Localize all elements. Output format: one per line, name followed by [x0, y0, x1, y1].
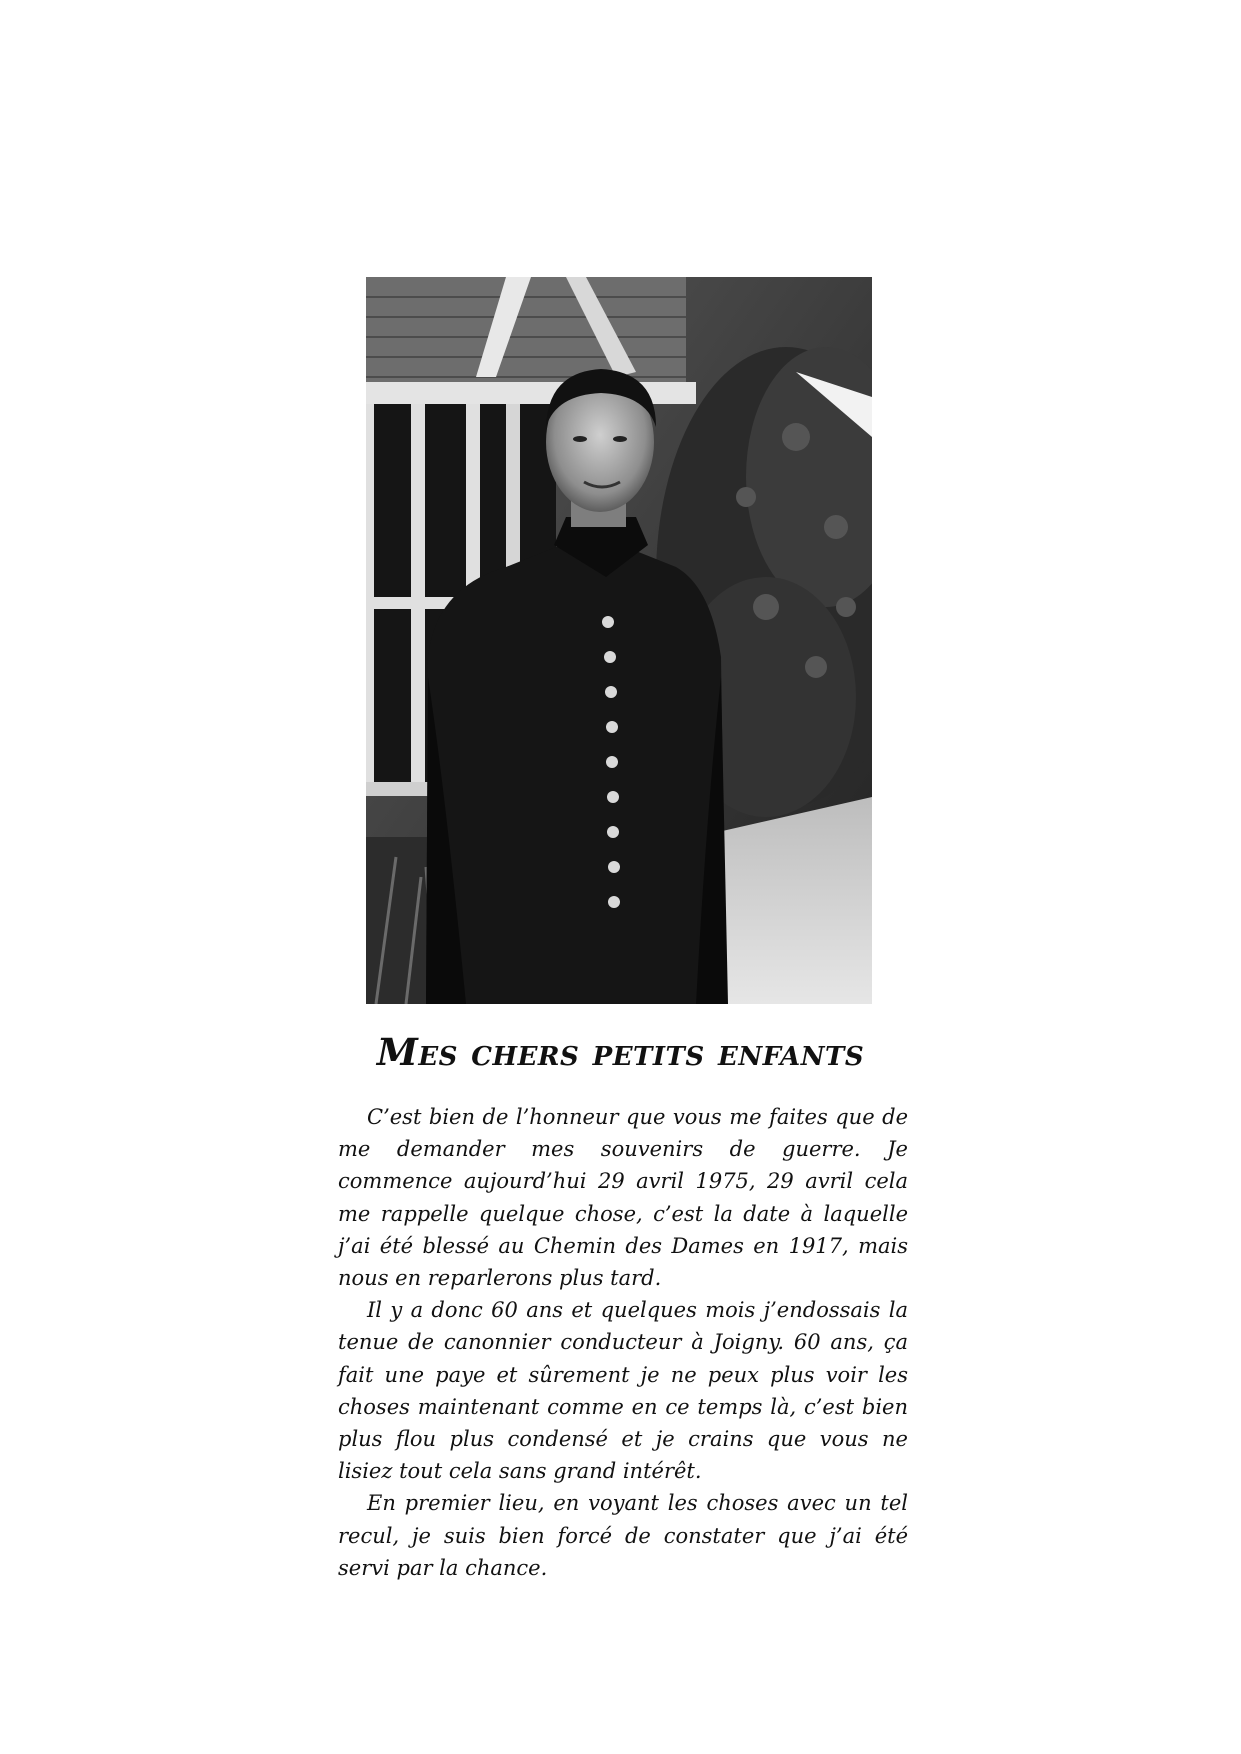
page-title: Mes chers petits enfants: [376, 1030, 865, 1074]
photo-drawing: [366, 277, 872, 1004]
portrait-photograph: [366, 277, 872, 1004]
paragraph: En premier lieu, en voyant les choses avec un tel recul, je suis bien forcé de constater que j’ai été servi par la chance.: [338, 1491, 908, 1580]
paragraph: Il y a donc 60 ans et quelques mois j’endossais la tenue de canonnier conducteur à Joigny. 60 ans, ça fait une paye et sûrement je ne peux plus voir les choses maintenant comme en ce temps là, c’est bien plus flou plus condensé et je crains que vous ne lisiez tout cela sans grand intérêt.: [338, 1298, 908, 1484]
paragraph: C’est bien de l’honneur que vous me faites que de me demander mes souvenirs de guerre. Je commence aujourd’hui 29 avril 1975, 29 avril cela me rappelle quelque chose, c’est la date à laquelle j’ai été blessé au Chemin des Dames en 1917, mais nous en reparlerons plus tard.: [338, 1105, 908, 1291]
body-text: [338, 1101, 908, 1584]
